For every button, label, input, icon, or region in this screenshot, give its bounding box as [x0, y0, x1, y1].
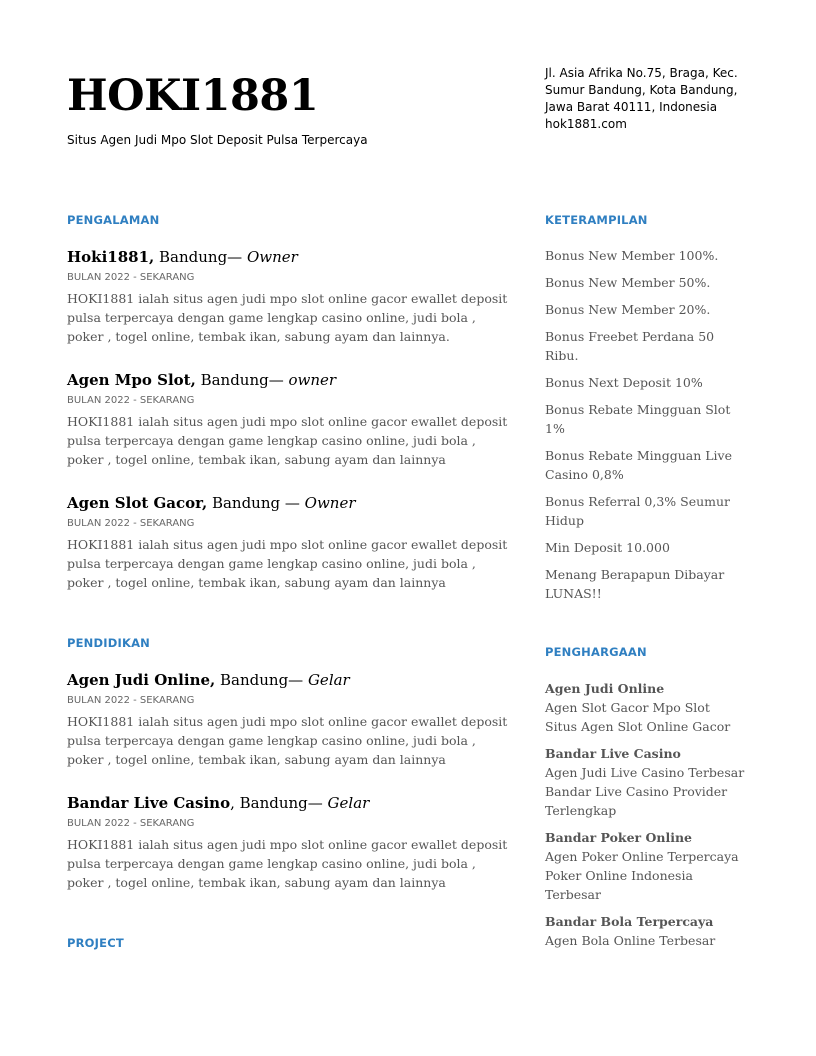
- entry-date: BULAN 2022 - SEKARANG: [67, 695, 195, 706]
- entry-description: HOKI1881 ialah situs agen judi mpo slot online gacor ewallet deposit pulsa terpercaya dengan game lengkap casino online, judi bola , poker , togel online, tembak ikan, sabung ayam dan lainnya.: [67, 291, 508, 344]
- entry-role: owner: [288, 371, 337, 389]
- skill-item: Bonus New Member 20%.: [545, 302, 711, 317]
- skill-item: Bonus New Member 100%.: [545, 248, 719, 263]
- experience-entry: [67, 370, 512, 469]
- section-title-awards: PENGHARGAAN: [545, 645, 647, 659]
- skill-item: Bonus New Member 50%.: [545, 275, 711, 290]
- entry-org: Agen Mpo Slot,: [67, 371, 196, 389]
- entry-date: BULAN 2022 - SEKARANG: [67, 818, 195, 829]
- award-item: [545, 912, 745, 950]
- skills-list: [545, 246, 735, 611]
- award-title: Bandar Bola Terpercaya: [545, 914, 714, 929]
- entry-title: [67, 493, 512, 513]
- award-line: Agen Poker Online Terpercaya: [545, 849, 739, 864]
- skill-item: Bonus Rebate Mingguan Slot 1%: [545, 402, 731, 436]
- award-item: [545, 744, 745, 820]
- entry-description: HOKI1881 ialah situs agen judi mpo slot online gacor ewallet deposit pulsa terpercaya dengan game lengkap casino online, judi bola , poker , togel online, tembak ikan, sabung ayam dan lainnya: [67, 414, 508, 467]
- entry-title: [67, 247, 512, 267]
- entry-date: BULAN 2022 - SEKARANG: [67, 272, 195, 283]
- awards-list: [545, 679, 745, 958]
- entry-location: Bandung —: [207, 494, 305, 512]
- entry-location: Bandung—: [195, 371, 289, 389]
- skill-item: Min Deposit 10.000: [545, 540, 670, 555]
- entry-description: HOKI1881 ialah situs agen judi mpo slot online gacor ewallet deposit pulsa terpercaya dengan game lengkap casino online, judi bola , poker , togel online, tembak ikan, sabung ayam dan lainnya: [67, 837, 508, 890]
- award-item: [545, 679, 745, 736]
- resume-tagline: Situs Agen Judi Mpo Slot Deposit Pulsa Terpercaya: [67, 133, 368, 147]
- award-title: Bandar Live Casino: [545, 746, 681, 761]
- entry-org: Agen Judi Online,: [67, 671, 216, 689]
- education-entry: [67, 670, 512, 769]
- award-title: Bandar Poker Online: [545, 830, 692, 845]
- contact-address-line: Sumur Bandung, Kota Bandung,: [545, 83, 738, 97]
- section-title-experience: PENGALAMAN: [67, 213, 160, 227]
- award-line: Situs Agen Slot Online Gacor: [545, 719, 731, 734]
- skill-item: Bonus Next Deposit 10%: [545, 375, 703, 390]
- entry-date: BULAN 2022 - SEKARANG: [67, 518, 195, 529]
- contact-block: [545, 65, 775, 133]
- contact-address-line: Jl. Asia Afrika No.75, Braga, Kec.: [545, 66, 738, 80]
- education-entry: [67, 793, 512, 892]
- entry-org: Hoki1881,: [67, 248, 155, 266]
- skill-item: Bonus Rebate Mingguan Live Casino 0,8%: [545, 448, 732, 482]
- entry-date: BULAN 2022 - SEKARANG: [67, 395, 195, 406]
- experience-entry: [67, 493, 512, 592]
- resume-name: HOKI1881: [67, 71, 319, 121]
- entry-location: Bandung—: [215, 671, 308, 689]
- entry-role: Gelar: [327, 794, 370, 812]
- section-title-skills: KETERAMPILAN: [545, 213, 648, 227]
- award-title: Agen Judi Online: [545, 681, 665, 696]
- experience-entry: [67, 247, 512, 346]
- contact-address-line: Jawa Barat 40111, Indonesia: [545, 100, 718, 114]
- skill-item: Bonus Freebet Perdana 50 Ribu.: [545, 329, 715, 363]
- entry-location: , Bandung—: [230, 794, 328, 812]
- contact-website: hok1881.com: [545, 117, 627, 131]
- entry-title: [67, 370, 512, 390]
- entry-role: Owner: [304, 494, 356, 512]
- entry-role: Gelar: [307, 671, 350, 689]
- entry-role: Owner: [246, 248, 298, 266]
- section-title-project: PROJECT: [67, 936, 124, 950]
- award-line: Poker Online Indonesia Terbesar: [545, 868, 693, 902]
- award-item: [545, 828, 745, 904]
- entry-description: HOKI1881 ialah situs agen judi mpo slot online gacor ewallet deposit pulsa terpercaya dengan game lengkap casino online, judi bola , poker , togel online, tembak ikan, sabung ayam dan lainnya: [67, 537, 508, 590]
- skill-item: Menang Berapapun Dibayar LUNAS!!: [545, 567, 725, 601]
- entry-description: HOKI1881 ialah situs agen judi mpo slot online gacor ewallet deposit pulsa terpercaya dengan game lengkap casino online, judi bola , poker , togel online, tembak ikan, sabung ayam dan lainnya: [67, 714, 508, 767]
- award-line: Bandar Live Casino Provider Terlengkap: [545, 784, 728, 818]
- award-line: Agen Slot Gacor Mpo Slot: [545, 700, 710, 715]
- entry-title: [67, 670, 512, 690]
- entry-location: Bandung—: [154, 248, 247, 266]
- section-title-education: PENDIDIKAN: [67, 636, 150, 650]
- entry-title: [67, 793, 512, 813]
- skill-item: Bonus Referral 0,3% Seumur Hidup: [545, 494, 731, 528]
- entry-org: Bandar Live Casino: [67, 794, 231, 812]
- entry-org: Agen Slot Gacor,: [67, 494, 208, 512]
- award-line: Agen Judi Live Casino Terbesar: [545, 765, 745, 780]
- award-line: Agen Bola Online Terbesar: [545, 933, 716, 948]
